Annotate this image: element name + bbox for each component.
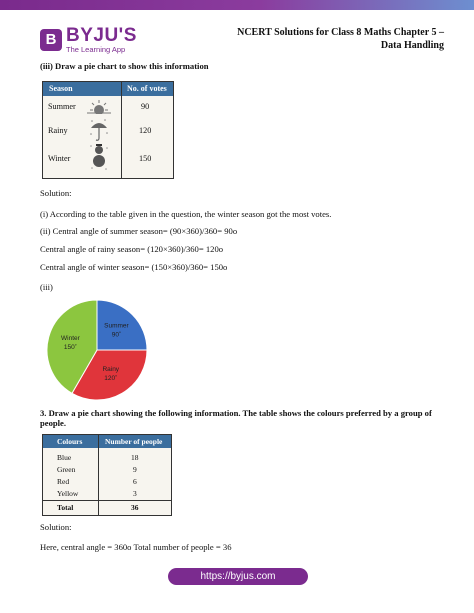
question-iii-heading: (iii) Draw a pie chart to show this information [40, 61, 209, 71]
colour-cell: Red [57, 477, 70, 486]
table-header-row [43, 82, 173, 96]
total-label: Total [57, 503, 74, 512]
season-cell: Summer [48, 102, 76, 111]
count-cell: 9 [133, 465, 137, 474]
count-cell: 18 [131, 453, 139, 462]
header-line-2: Data Handling [380, 40, 444, 51]
colour-cell: Green [57, 465, 76, 474]
header-line-1: NCERT Solutions for Class 8 Maths Chapter 5 – [237, 27, 444, 38]
central-angle-line: Here, central angle = 360o Total number of people = 36 [40, 542, 232, 552]
logo-mark: B [40, 29, 62, 51]
table-column-divider [98, 435, 99, 515]
pie-label-rainy: Rainy [102, 365, 120, 373]
season-cell: Rainy [48, 126, 68, 135]
votes-cell: 120 [139, 126, 152, 135]
pie-value-rainy: 120˚ [104, 374, 118, 382]
season-votes-table [42, 81, 174, 179]
logo-name: BYJU'S [66, 25, 137, 46]
solution-line: Central angle of rainy season= (120×360)/360= 120o [40, 244, 224, 254]
sun-icon [87, 98, 111, 114]
header-season: Season [49, 84, 73, 93]
umbrella-icon [89, 118, 109, 142]
header-colours: Colours [57, 437, 83, 446]
top-accent-bar [0, 0, 474, 10]
header-votes: No. of votes [127, 84, 167, 93]
question-3-line-1: 3. Draw a pie chart showing the following information. The table shows the colours preferred by a group of [40, 408, 432, 418]
count-cell: 6 [133, 477, 137, 486]
season-pie-chart [38, 298, 156, 402]
total-value: 36 [131, 503, 139, 512]
pie-label-summer: Summer [104, 322, 129, 330]
solution-label: Solution: [40, 188, 72, 198]
votes-cell: 150 [139, 154, 152, 163]
table-header-row [43, 435, 171, 448]
table-column-divider [121, 82, 122, 178]
votes-cell: 90 [141, 102, 150, 111]
snowman-icon [89, 142, 109, 174]
question-3-text [40, 408, 440, 428]
count-cell: 3 [133, 489, 137, 498]
colour-preference-table [42, 434, 172, 516]
pie-value-summer: 90˚ [111, 331, 122, 339]
total-separator [43, 500, 171, 501]
season-cell: Winter [48, 154, 71, 163]
question-3-line-2: people. [40, 418, 67, 428]
colour-cell: Yellow [57, 489, 79, 498]
solution-line: Central angle of winter season= (150×360)/360= 150o [40, 262, 228, 272]
colour-cell: Blue [57, 453, 72, 462]
document-header [204, 26, 444, 52]
solution-line: (iii) [40, 282, 53, 292]
header-number-of-people: Number of people [105, 437, 163, 446]
byjus-logo[interactable] [40, 26, 137, 54]
solution-2-label: Solution: [40, 522, 72, 532]
pie-label-winter: Winter [61, 334, 80, 342]
pie-value-winter: 150˚ [63, 343, 77, 351]
footer-url-link[interactable]: https://byjus.com [168, 568, 308, 585]
logo-tagline: The Learning App [66, 45, 126, 54]
solution-line: (ii) Central angle of summer season= (90×360)/360= 90o [40, 226, 238, 236]
solution-line: (i) According to the table given in the question, the winter season got the most votes. [40, 209, 332, 219]
